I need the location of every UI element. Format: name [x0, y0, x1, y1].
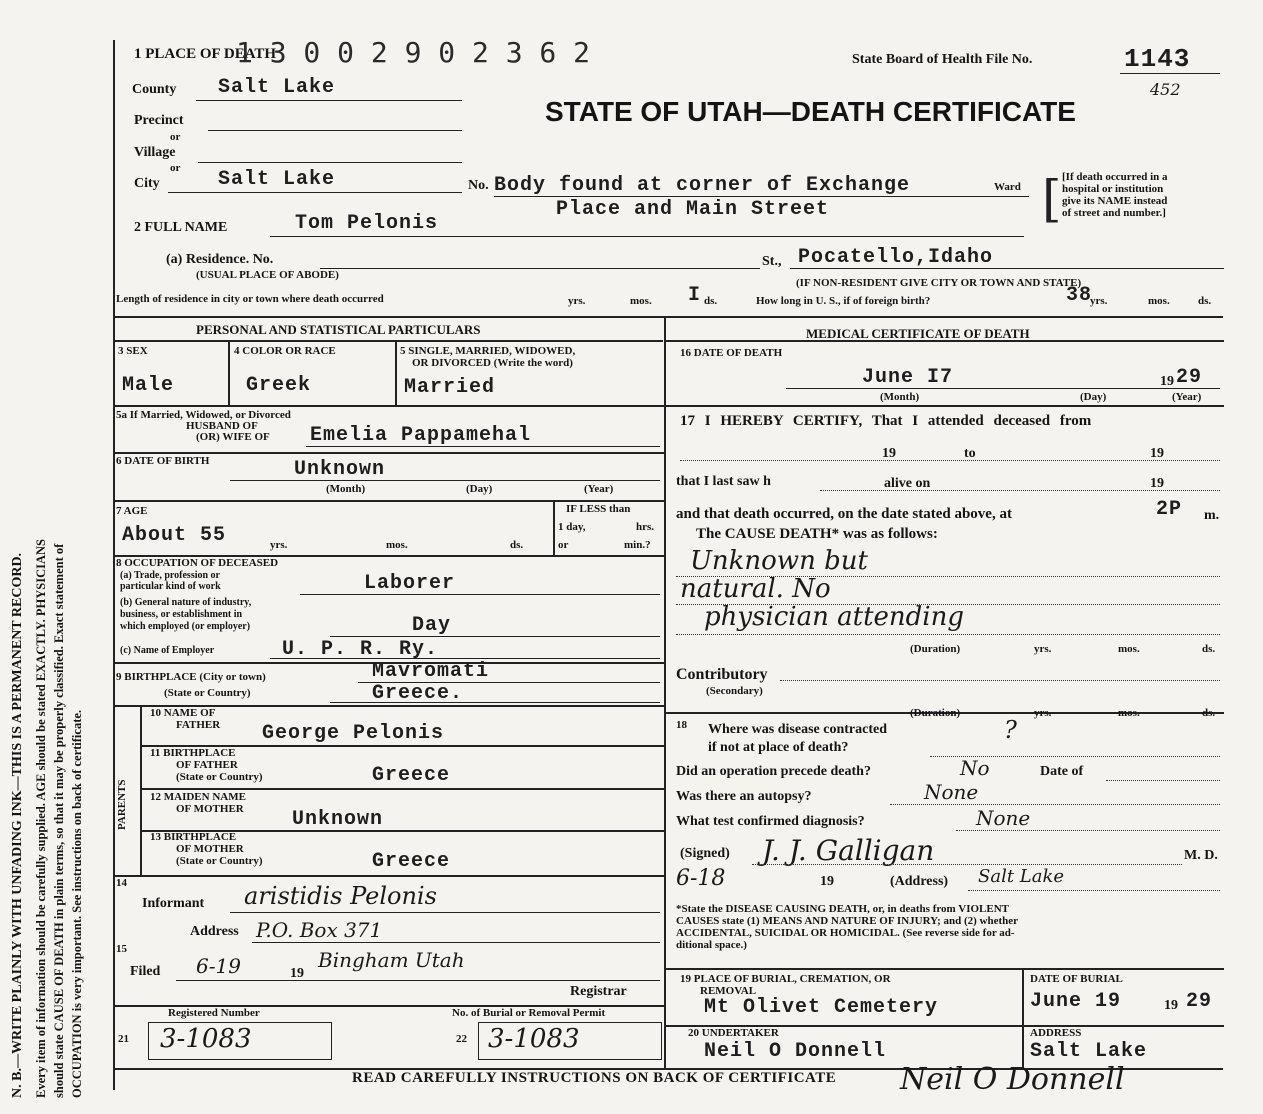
contracted-label-2: if not at place of death? — [708, 740, 849, 755]
death-date-line — [786, 388, 1220, 389]
death-date-value: June I7 — [862, 366, 954, 389]
cause-rule-3 — [676, 634, 1220, 635]
father-label-2: FATHER — [176, 719, 221, 731]
undertaker-label: 20 UNDERTAKER — [688, 1027, 779, 1039]
st-label: St., — [762, 254, 782, 269]
sex-label: 3 SEX — [118, 345, 148, 357]
industry-value: Day — [412, 614, 452, 637]
hospital-note-1: [If death occurred in a — [1062, 171, 1168, 183]
burial-col-line — [1022, 968, 1024, 1068]
city-label: City — [134, 176, 160, 191]
informant-address-label: Address — [190, 924, 239, 939]
employer-label: (c) Name of Employer — [120, 645, 215, 656]
less-label-3: or — [558, 539, 569, 551]
dob-line — [230, 480, 660, 481]
father-birthplace-value: Greece — [372, 764, 451, 787]
marital-label-2: OR DIVORCED (Write the word) — [412, 357, 573, 369]
dob-label: 6 DATE OF BIRTH — [116, 455, 210, 467]
length-yrs: yrs. — [568, 295, 586, 307]
death-month: (Month) — [880, 391, 920, 403]
registered-number-label: Registered Number — [168, 1007, 260, 1019]
occupation-line — [300, 594, 660, 595]
ward-label: Ward — [994, 181, 1021, 193]
death-year-prefix: 19 — [1160, 374, 1174, 389]
duration-yrs-2: yrs. — [1034, 707, 1052, 719]
signed-address-label: (Address) — [890, 874, 949, 889]
precinct-line — [208, 130, 462, 131]
undertaker-address: Salt Lake — [1030, 1040, 1148, 1063]
physician-signature: J. J. Galligan — [762, 834, 935, 867]
operation-date-label: Date of — [1040, 764, 1084, 779]
test-line — [956, 830, 1220, 831]
village-line — [198, 162, 462, 163]
spouse-label-1: 5a If Married, Widowed, or Divorced — [116, 409, 291, 421]
autopsy-label: Was there an autopsy? — [676, 789, 812, 804]
spouse-label-2: HUSBAND OF — [186, 420, 258, 432]
certify-line-1 — [680, 460, 1220, 461]
address-line-2: Place and Main Street — [556, 198, 830, 221]
undertaker-signature: Neil O Donnell — [900, 1062, 1125, 1097]
county-line — [196, 100, 462, 101]
secondary-label: (Secondary) — [706, 685, 763, 697]
marital-label-1: 5 SINGLE, MARRIED, WIDOWED, — [400, 345, 576, 357]
duration-1: (Duration) — [910, 643, 961, 655]
burial-permit-number: 3-1083 — [488, 1024, 580, 1054]
mbirth-label-2: OF MOTHER — [176, 843, 244, 855]
certify-19c: 19 — [1150, 476, 1164, 491]
file-number-label: State Board of Health File No. — [852, 52, 1033, 67]
color-value: Greek — [246, 374, 312, 397]
occ-a-2: particular kind of work — [120, 581, 221, 592]
contracted-label-1: Where was disease contracted — [708, 722, 887, 737]
us-mos: mos. — [1148, 295, 1170, 307]
address-line-1: Body found at corner of Exchange — [494, 174, 911, 197]
residence-line — [320, 268, 760, 269]
employer-line — [270, 658, 660, 659]
footer-text: READ CAREFULLY INSTRUCTIONS ON BACK OF CERTIFICATE — [352, 1070, 837, 1086]
length-days-value: I — [688, 284, 702, 307]
autopsy-line — [890, 804, 1220, 805]
less-hrs: hrs. — [636, 521, 655, 533]
test-value: None — [976, 806, 1031, 830]
residence-label: (a) Residence. No. — [166, 252, 274, 267]
lastsaw-label: that I last saw h — [676, 474, 771, 489]
occ-a-1: (a) Trade, profession or — [120, 570, 220, 581]
filed-label: Filed — [130, 964, 161, 979]
divider-personal-head — [113, 340, 663, 342]
parents-label: PARENTS — [116, 779, 128, 830]
duration-mos-1: mos. — [1118, 643, 1140, 655]
dob-day: (Day) — [466, 483, 493, 495]
race-col-line — [395, 342, 397, 405]
residence-value: Pocatello,Idaho — [798, 246, 994, 269]
birthplace-country-line — [330, 702, 660, 703]
filed-place: Bingham Utah — [318, 948, 465, 972]
burial-place-label-1: 19 PLACE OF BURIAL, CREMATION, OR — [680, 973, 891, 985]
certify-text: 17 I HEREBY CERTIFY, That I attended deceased from — [680, 413, 1092, 429]
fbirth-label-2: OF FATHER — [176, 759, 238, 771]
father-value: George Pelonis — [262, 722, 445, 745]
occurred-text: and that death occurred, on the date stated above, at — [676, 506, 1012, 522]
filed-19: 19 — [290, 966, 304, 981]
hospital-note-4: of street and number.] — [1062, 207, 1166, 219]
operation-line — [1106, 780, 1220, 781]
full-name-value: Tom Pelonis — [295, 212, 439, 235]
file-number-sub: 452 — [1150, 80, 1181, 99]
certify-19a: 19 — [882, 446, 896, 461]
undertaker-address-label: ADDRESS — [1030, 1027, 1082, 1039]
informant-address-line — [252, 942, 660, 943]
less-min: min.? — [624, 539, 651, 551]
informant-label: Informant — [142, 896, 205, 911]
cause-line-3: physician attending — [704, 602, 964, 632]
less-label-2: 1 day, — [558, 521, 586, 533]
divider-mbirth — [113, 875, 664, 877]
burial-place-label-2: REMOVAL — [700, 985, 757, 997]
duration-mos-2: mos. — [1118, 707, 1140, 719]
county-label: County — [132, 82, 177, 97]
footnote-1: *State the DISEASE CAUSING DEATH, or, in deaths from VIOLENT — [676, 903, 1010, 915]
cause-line-2: natural. No — [680, 574, 831, 604]
registrar-label: Registrar — [570, 984, 627, 999]
birthplace-city: Mavromati — [372, 660, 490, 683]
informant-line — [230, 912, 660, 913]
registered-number: 3-1083 — [160, 1024, 252, 1054]
color-label: 4 COLOR OR RACE — [234, 345, 336, 357]
certify-19b: 19 — [1150, 446, 1164, 461]
duration-2: (Duration) — [910, 707, 961, 719]
informant-address: P.O. Box 371 — [256, 918, 383, 942]
mbirth-label-3: (State or Country) — [176, 855, 263, 867]
father-label-1: 10 NAME OF — [150, 707, 216, 719]
death-time-m: m. — [1204, 508, 1220, 523]
mother-birthplace-value: Greece — [372, 850, 451, 873]
operation-label: Did an operation precede death? — [676, 764, 871, 779]
alive-label: alive on — [884, 476, 931, 491]
or-1: or — [170, 131, 181, 143]
filed-num: 15 — [116, 943, 127, 955]
full-name-label: 2 FULL NAME — [134, 220, 228, 235]
precinct-label: Precinct — [134, 113, 184, 128]
margin-line2: Every item of information should be carefully supplied. AGE should be stated EXACTLY. PHYSICIANS — [34, 539, 48, 1098]
contributory-label: Contributory — [676, 666, 768, 683]
occ-b-1: (b) General nature of industry, — [120, 597, 252, 608]
occ-b-2: business, or establishment in — [120, 609, 243, 620]
full-name-line — [270, 236, 1024, 237]
divider-med-date — [664, 405, 1224, 407]
us-ds: ds. — [1198, 295, 1212, 307]
divider-top — [113, 316, 1223, 318]
footnote-4: ditional space.) — [676, 939, 747, 951]
informant-num: 14 — [116, 877, 127, 889]
n21: 21 — [118, 1033, 129, 1045]
footnote-3: ACCIDENTAL, SUICIDAL OR HOMICIDAL. (See reverse side for ad- — [676, 927, 1015, 939]
signed-line — [752, 864, 1182, 865]
age-mos: mos. — [386, 539, 408, 551]
burial-year: 29 — [1186, 990, 1213, 1013]
md-label: M. D. — [1184, 848, 1218, 863]
burial-date-label: DATE OF BURIAL — [1030, 973, 1123, 985]
burial-left-line — [664, 968, 666, 1068]
length-ds: ds. — [704, 295, 718, 307]
village-label: Village — [134, 145, 176, 160]
employer-value: U. P. R. Ry. — [282, 638, 439, 661]
county-value: Salt Lake — [218, 76, 336, 99]
file-number-line — [1120, 73, 1220, 74]
signed-19: 19 — [820, 874, 834, 889]
occ-b-3: which employed (or employer) — [120, 621, 251, 632]
birthplace-country: Greece. — [372, 682, 464, 705]
footnote-2: CAUSES state (1) MEANS AND NATURE OF INJURY; and (2) whether — [676, 915, 1019, 927]
burial-permit-label: No. of Burial or Removal Permit — [452, 1007, 606, 1019]
contracted-value: ? — [1004, 716, 1017, 744]
death-year-label: (Year) — [1172, 391, 1202, 403]
cause-line-1: Unknown but — [690, 546, 868, 576]
undertaker-value: Neil O Donnell — [704, 1040, 887, 1063]
q18-num: 18 — [676, 719, 687, 731]
informant-value: aristidis Pelonis — [244, 882, 437, 910]
fbirth-label-3: (State or Country) — [176, 771, 263, 783]
mother-value: Unknown — [292, 808, 384, 831]
mbirth-label-1: 13 BIRTHPLACE — [150, 831, 237, 843]
dob-year: (Year) — [584, 483, 614, 495]
age-yrs: yrs. — [270, 539, 288, 551]
or-2: or — [170, 162, 181, 174]
nonres-label: (IF NON-RESIDENT GIVE CITY OR TOWN AND STATE) — [796, 277, 1082, 289]
death-time: 2P — [1156, 498, 1183, 521]
column-divider — [664, 318, 666, 968]
cause-rule-2 — [676, 604, 1220, 605]
us-years-value: 38 — [1066, 284, 1093, 307]
sex-value: Male — [122, 374, 175, 397]
burial-year-prefix: 19 — [1164, 998, 1178, 1013]
medical-heading: MEDICAL CERTIFICATE OF DEATH — [806, 326, 1030, 341]
form-left-border — [113, 40, 115, 1090]
address-line — [494, 196, 1029, 197]
birthplace-label: 9 BIRTHPLACE (City or town) — [116, 671, 266, 683]
certify-to: to — [964, 446, 976, 461]
hospital-note-3: give its NAME instead — [1062, 195, 1168, 207]
parents-col-line — [140, 705, 142, 875]
us-label: How long in U. S., if of foreign birth? — [756, 295, 931, 307]
sex-col-line — [228, 342, 230, 405]
length-label: Length of residence in city or town where death occurred — [116, 293, 384, 305]
duration-ds-1: ds. — [1202, 643, 1216, 655]
death-date-label: 16 DATE OF DEATH — [680, 347, 783, 359]
signed-label: (Signed) — [680, 846, 730, 861]
fbirth-label-1: 11 BIRTHPLACE — [150, 747, 236, 759]
us-yrs: yrs. — [1090, 295, 1108, 307]
signed-address-line — [968, 890, 1220, 891]
divider-dob — [113, 500, 664, 502]
cause-rule-1 — [676, 576, 1220, 577]
hospital-note-2: hospital or institution — [1062, 183, 1164, 195]
divider-burial — [664, 968, 1224, 970]
occupation-label: 8 OCCUPATION OF DECEASED — [116, 557, 279, 569]
death-day: (Day) — [1080, 391, 1107, 403]
death-year: 29 — [1176, 366, 1203, 389]
divider-spouse — [113, 452, 664, 454]
margin-line3: should state CAUSE OF DEATH in plain terms, so that it may be properly classified. Exact statement of — [52, 543, 66, 1098]
signed-date: 6-18 — [676, 866, 726, 891]
industry-line — [330, 636, 660, 637]
hospital-bracket: [ — [1042, 170, 1062, 228]
margin-line4: OCCUPATION is very important. See instructions on back of certificate. — [70, 709, 84, 1098]
residence-city-line — [790, 268, 1224, 269]
autopsy-value: None — [924, 780, 979, 804]
stamp-number: 1 3 0 0 2 9 0 2 3 6 2 — [236, 36, 591, 69]
mother-label-2: OF MOTHER — [176, 803, 244, 815]
cause-label: The CAUSE DEATH* was as follows: — [696, 526, 938, 542]
dob-month: (Month) — [326, 483, 366, 495]
age-value: About 55 — [122, 524, 227, 547]
spouse-label-3: (OR) WIFE OF — [196, 431, 270, 443]
city-line — [168, 192, 462, 193]
spouse-line — [306, 446, 660, 447]
file-number: 1143 — [1124, 44, 1191, 74]
city-value: Salt Lake — [218, 168, 336, 191]
certificate-title: STATE OF UTAH—DEATH CERTIFICATE — [545, 96, 1076, 127]
age-label: 7 AGE — [116, 505, 148, 517]
filed-date: 6-19 — [196, 954, 241, 978]
marital-value: Married — [404, 376, 496, 399]
duration-yrs-1: yrs. — [1034, 643, 1052, 655]
contributory-line — [780, 680, 1220, 681]
occupation-value: Laborer — [364, 572, 456, 595]
operation-value: No — [960, 756, 990, 780]
divider-sex-row — [113, 405, 664, 407]
filed-line — [176, 980, 660, 981]
age-col-line — [553, 500, 555, 555]
age-ds: ds. — [510, 539, 524, 551]
dob-value: Unknown — [294, 458, 386, 481]
less-label-1: IF LESS than — [566, 503, 631, 515]
margin-nb: N. B.—WRITE PLAINLY WITH UNFADING INK—THIS IS A PERMANENT RECORD. — [10, 552, 25, 1098]
signed-address: Salt Lake — [978, 866, 1065, 887]
length-mos: mos. — [630, 295, 652, 307]
personal-heading: PERSONAL AND STATISTICAL PARTICULARS — [196, 322, 481, 337]
duration-ds-2: ds. — [1202, 707, 1216, 719]
spouse-value: Emelia Pappamehal — [310, 424, 532, 447]
n22: 22 — [456, 1033, 467, 1045]
mother-label-1: 12 MAIDEN NAME — [150, 791, 246, 803]
place-of-death-label: 1 PLACE OF DEATH — [134, 46, 277, 62]
certify-line-2 — [820, 490, 1220, 491]
burial-place-value: Mt Olivet Cemetery — [704, 996, 939, 1019]
divider-fbirth — [140, 788, 664, 790]
birthplace-state-label: (State or Country) — [164, 687, 251, 699]
street-no-label: No. — [468, 178, 489, 193]
burial-date-value: June 19 — [1030, 990, 1122, 1013]
abode-label: (USUAL PLACE OF ABODE) — [196, 269, 339, 281]
test-label: What test confirmed diagnosis? — [676, 814, 865, 829]
